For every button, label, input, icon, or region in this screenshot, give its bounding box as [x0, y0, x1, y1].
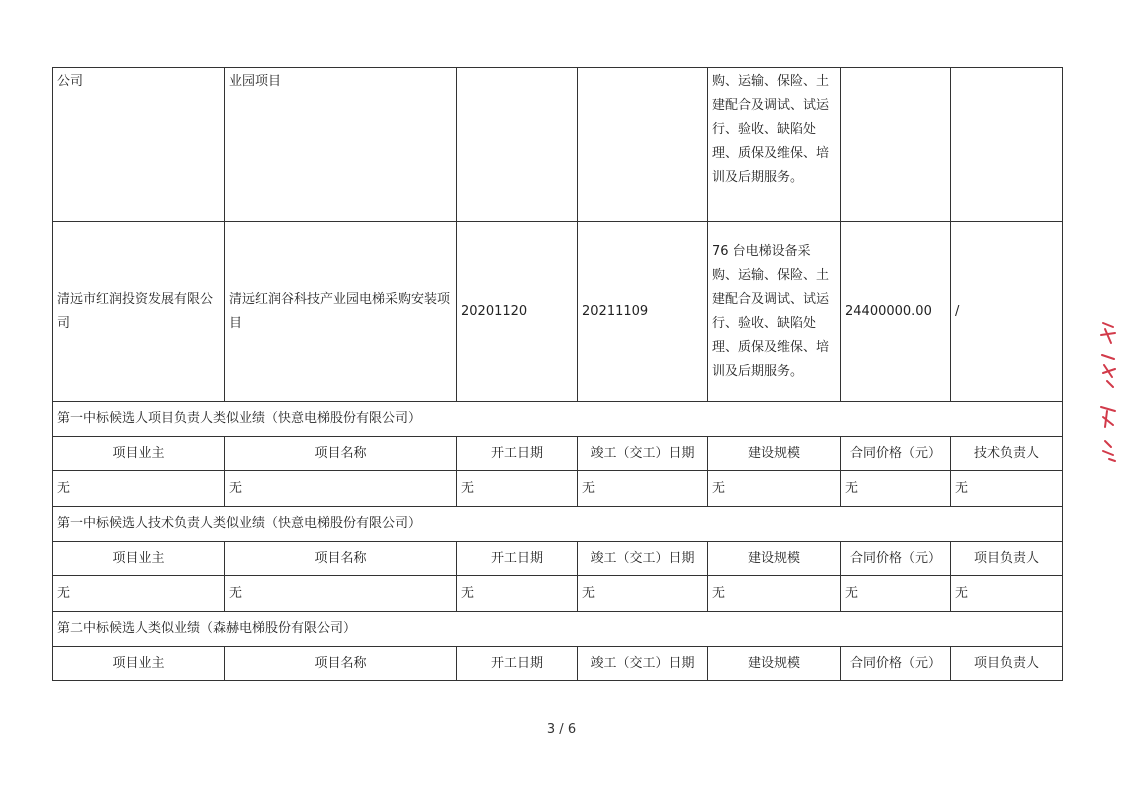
end-date-cell: 20211109: [578, 222, 708, 402]
table-row: [53, 68, 1063, 222]
header-row: [53, 437, 1063, 471]
header-cell: 建设规模: [708, 437, 841, 471]
data-cell: 无: [841, 471, 951, 507]
section-title-row: [53, 402, 1063, 437]
header-cell: 建设规模: [708, 647, 841, 681]
header-cell: 建设规模: [708, 542, 841, 576]
header-cell: 合同价格（元）: [841, 542, 951, 576]
header-cell: 项目业主: [53, 647, 225, 681]
table-row: [53, 576, 1063, 612]
header-cell: 开工日期: [457, 542, 578, 576]
header-cell: 项目业主: [53, 437, 225, 471]
performance-table: [52, 67, 1063, 681]
header-cell: 项目名称: [225, 647, 457, 681]
price-cell: [841, 68, 951, 222]
header-cell: 项目负责人: [951, 647, 1063, 681]
scale-cell: 76 台电梯设备采购、运输、保险、土建配合及调试、试运行、验收、缺陷处理、质保及维保、培训及后期服务。: [708, 222, 841, 402]
header-cell: 竣工（交工）日期: [578, 437, 708, 471]
section-title: 第一中标候选人技术负责人类似业绩（快意电梯股份有限公司）: [53, 507, 1063, 542]
data-cell: 无: [225, 576, 457, 612]
header-row: [53, 647, 1063, 681]
page-number: 3 / 6: [546, 722, 577, 737]
header-cell: 项目名称: [225, 437, 457, 471]
header-cell: 技术负责人: [951, 437, 1063, 471]
data-cell: 无: [708, 471, 841, 507]
data-cell: 无: [951, 576, 1063, 612]
data-cell: 无: [708, 576, 841, 612]
header-cell: 项目业主: [53, 542, 225, 576]
seal-stamp-fragment: [1093, 315, 1123, 465]
section-title: 第二中标候选人类似业绩（森赫电梯股份有限公司）: [53, 612, 1063, 647]
start-date-cell: 20201120: [457, 222, 578, 402]
end-date-cell: [578, 68, 708, 222]
section-title-row: [53, 612, 1063, 647]
section-title: 第一中标候选人项目负责人类似业绩（快意电梯股份有限公司）: [53, 402, 1063, 437]
header-cell: 项目负责人: [951, 542, 1063, 576]
header-row: [53, 542, 1063, 576]
header-cell: 合同价格（元）: [841, 647, 951, 681]
data-cell: 无: [457, 471, 578, 507]
project-cell: 清远红润谷科技产业园电梯采购安装项目: [225, 222, 457, 402]
data-cell: 无: [225, 471, 457, 507]
data-cell: 无: [53, 576, 225, 612]
data-cell: 无: [53, 471, 225, 507]
header-cell: 竣工（交工）日期: [578, 542, 708, 576]
data-cell: 无: [457, 576, 578, 612]
start-date-cell: [457, 68, 578, 222]
owner-cell: 公司: [53, 68, 225, 222]
price-cell: 24400000.00: [841, 222, 951, 402]
table-row: [53, 222, 1063, 402]
project-cell: 业园项目: [225, 68, 457, 222]
scale-cell: 购、运输、保险、土建配合及调试、试运行、验收、缺陷处理、质保及维保、培训及后期服务。: [708, 68, 841, 222]
header-cell: 开工日期: [457, 437, 578, 471]
data-cell: 无: [951, 471, 1063, 507]
person-cell: [951, 68, 1063, 222]
data-cell: 无: [578, 471, 708, 507]
section-title-row: [53, 507, 1063, 542]
header-cell: 合同价格（元）: [841, 437, 951, 471]
person-cell: /: [951, 222, 1063, 402]
header-cell: 项目名称: [225, 542, 457, 576]
table-row: [53, 471, 1063, 507]
owner-cell: 清远市红润投资发展有限公司: [53, 222, 225, 402]
data-cell: 无: [841, 576, 951, 612]
header-cell: 开工日期: [457, 647, 578, 681]
data-cell: 无: [578, 576, 708, 612]
header-cell: 竣工（交工）日期: [578, 647, 708, 681]
